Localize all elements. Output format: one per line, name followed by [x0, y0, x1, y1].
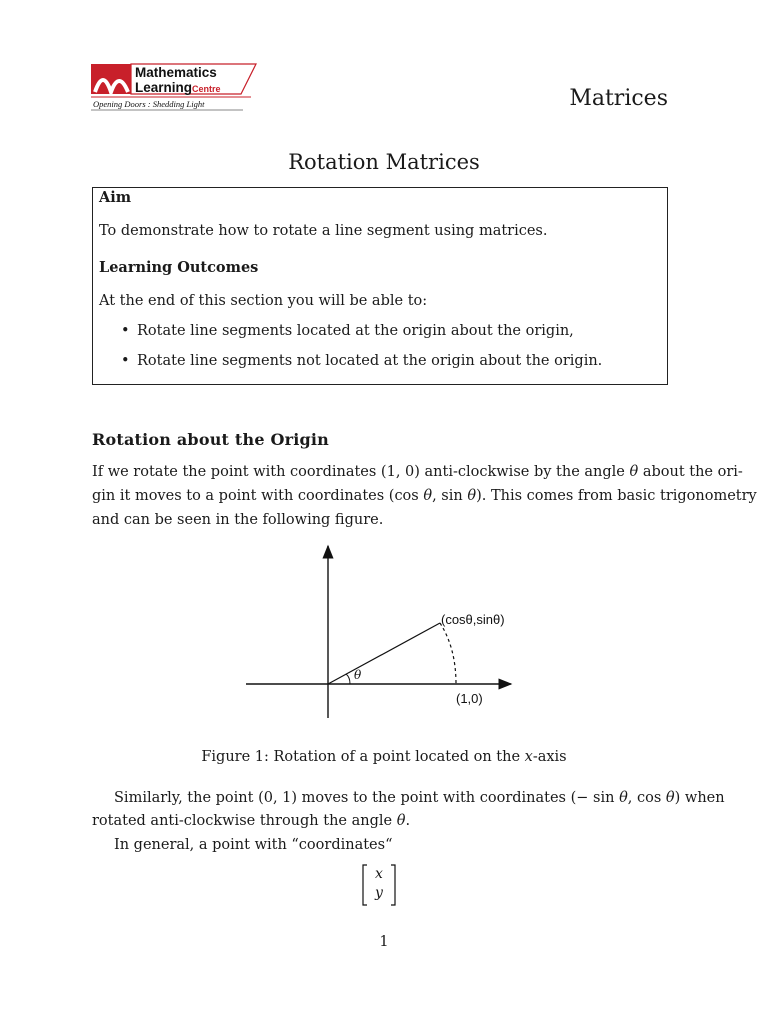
paragraph-1-line-1: If we rotate the point with coordinates (1, 0) anti-clockwise by the angle θ about the ori- — [92, 464, 743, 480]
bullet-icon: • — [121, 323, 130, 339]
outcomes-heading: Learning Outcomes — [99, 259, 259, 276]
aim-box — [92, 187, 668, 385]
paragraph-1-line-3: and can be seen in the following figure. — [92, 512, 384, 528]
outcome-item: Rotate line segments not located at the origin about the origin. — [137, 353, 603, 369]
paragraph-2-line-1: Similarly, the point (0, 1) moves to the point with coordinates (− sin θ, cos θ) when — [114, 790, 725, 806]
rotation-figure — [240, 540, 530, 725]
page-title: Rotation Matrices — [288, 150, 480, 174]
paragraph-2-line-2: rotated anti-clockwise through the angle θ. — [92, 813, 411, 829]
logo — [91, 62, 259, 112]
matrix-entry-x: x — [375, 866, 383, 882]
axis-point-label: (1,0) — [456, 691, 483, 706]
paragraph-1-line-2: gin it moves to a point with coordinates (cos θ, sin θ). This comes from basic trigonometry — [92, 488, 757, 504]
logo-line1: Mathematics — [135, 65, 217, 80]
logo-line2a: Learning — [135, 80, 193, 95]
outcomes-intro: At the end of this section you will be able to: — [99, 293, 428, 309]
section-title: Rotation about the Origin — [92, 430, 330, 449]
figure-caption: Figure 1: Rotation of a point located on the x-axis — [201, 749, 567, 765]
logo-tagline: Opening Doors : Shedding Light — [93, 99, 205, 109]
point-label: (cosθ,sinθ) — [441, 612, 505, 627]
logo-line2b: Centre — [192, 84, 221, 94]
outcome-item: Rotate line segments located at the origin about the origin, — [137, 323, 574, 339]
logo-line2 — [135, 80, 221, 95]
rotation-diagram — [240, 540, 530, 725]
angle-label: θ — [354, 668, 362, 682]
page-number: 1 — [379, 934, 389, 950]
rotated-segment — [328, 623, 440, 684]
aim-heading: Aim — [99, 189, 132, 206]
header-section-title: Matrices — [569, 86, 668, 111]
coordinate-matrix — [360, 864, 400, 906]
angle-arc — [346, 674, 350, 684]
aim-text: To demonstrate how to rotate a line segment using matrices. — [99, 223, 548, 239]
rotation-arc — [440, 623, 456, 684]
caption-x-variable: x — [524, 749, 533, 765]
paragraph-3: In general, a point with “coordinates“ — [114, 837, 393, 853]
matrix-entry-y: y — [375, 885, 383, 901]
logo-graphic — [91, 62, 259, 112]
bullet-icon: • — [121, 353, 130, 369]
